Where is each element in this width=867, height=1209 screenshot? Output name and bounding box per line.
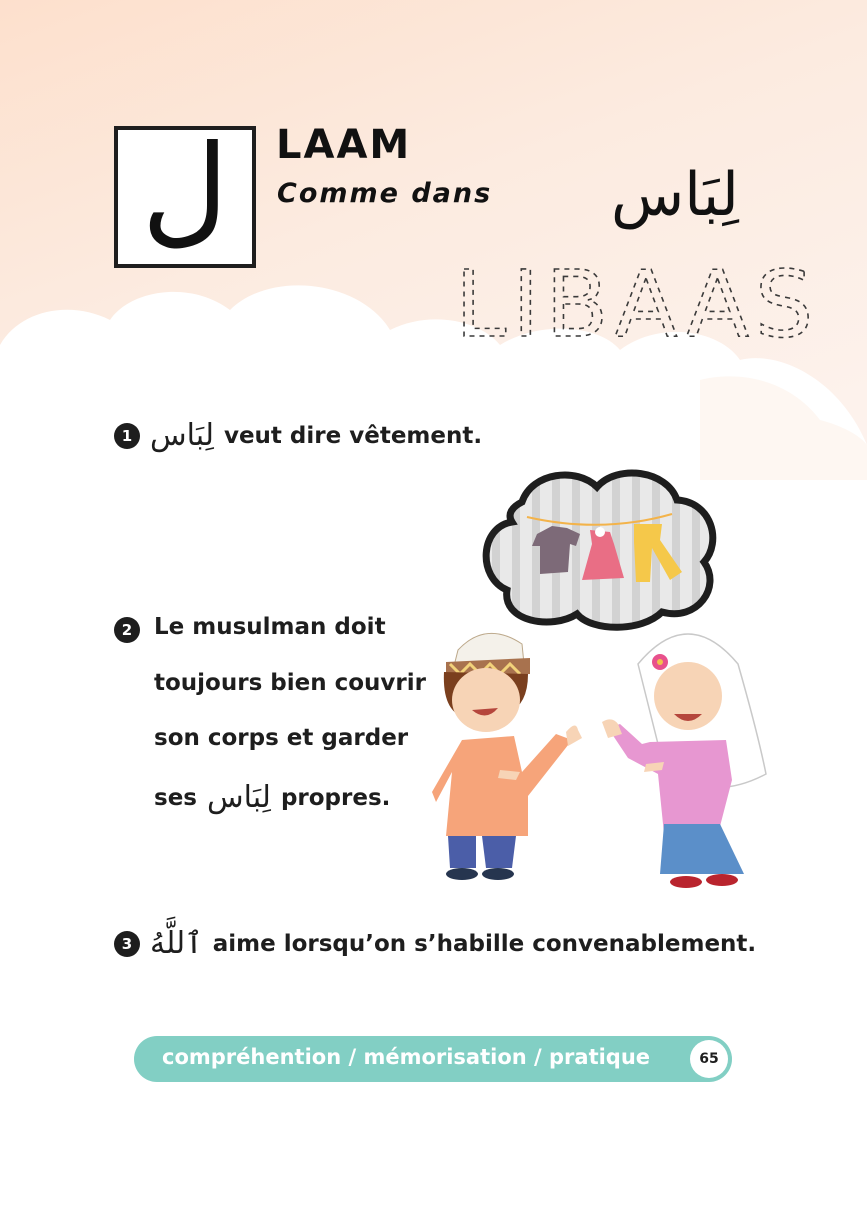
item-3-text: aime lorsqu’on s’habille convenablement.	[212, 930, 757, 957]
subtitle: Comme dans	[277, 178, 493, 209]
trace-word	[455, 251, 820, 358]
boy-illustration	[436, 622, 586, 884]
item-2-number: 2	[114, 617, 140, 643]
item-3-number: 3	[114, 931, 140, 957]
girl-illustration	[598, 624, 766, 890]
thought-cloud-illustration	[482, 462, 722, 632]
item-2-last-prefix: ses	[154, 784, 197, 811]
letter-box	[114, 120, 256, 268]
item-2-line-1: Le musulman doit	[154, 614, 386, 640]
item-1-text: veut dire vêtement.	[223, 422, 483, 449]
item-1	[114, 418, 482, 453]
letter-name: LAAM	[276, 122, 412, 168]
item-2-line-2: toujours bien couvrir	[154, 670, 426, 696]
item-3	[114, 926, 756, 961]
item-2-line-3: son corps et garder	[154, 725, 409, 751]
footer-banner	[134, 1036, 732, 1082]
letter-glyph: ل	[141, 120, 229, 259]
trace-word-text: LIBAAS	[455, 251, 820, 358]
item-1-arabic: لِبَاس	[150, 418, 214, 453]
item-2-line-4	[154, 780, 390, 815]
arabic-word: لِبَاس	[611, 160, 739, 230]
item-2-last-suffix: propres.	[280, 784, 391, 811]
item-3-arabic: ٱللَّهُ	[150, 926, 203, 961]
item-2-last-arabic: لِبَاس	[206, 780, 271, 815]
footer-banner-text: compréhention / mémorisation / pratique	[162, 1045, 651, 1069]
page-number: 65	[690, 1040, 728, 1078]
item-1-number: 1	[114, 423, 140, 449]
